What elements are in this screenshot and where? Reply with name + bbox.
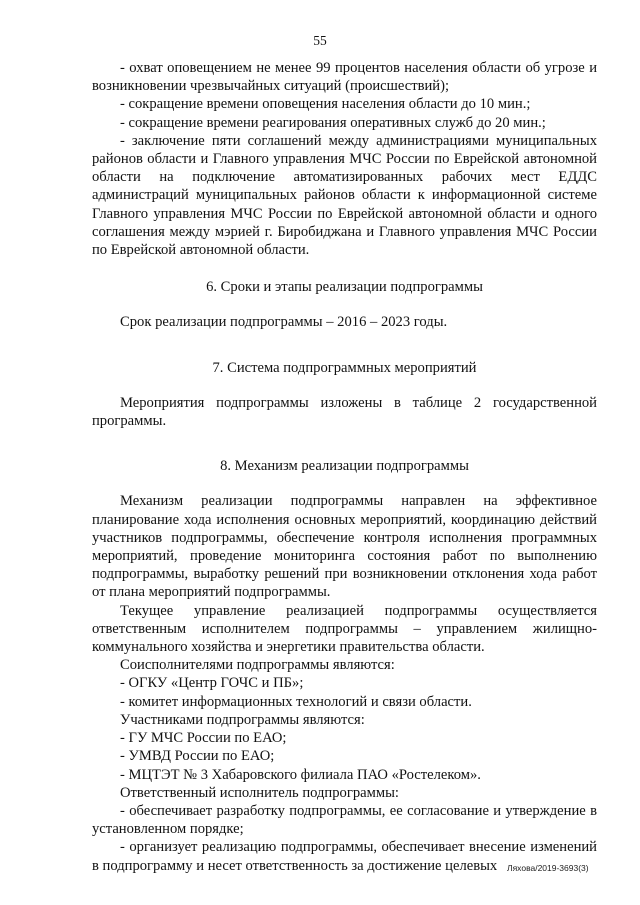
- section-8-heading: 8. Механизм реализации подпрограммы: [220, 458, 469, 475]
- bullet-agreements: - заключение пяти соглашений между администрациями муниципальных районов области и Главного управления МЧС России по Еврейской автономной области на подключение автоматизированных рабочих мест ЕДДС администраций муниципальных районов области к информационной системе Главного управления МЧС России по Еврейской автономной области и одного соглашения между мэрией г. Биробиджана и Главного управления МЧС России по Еврейской автономной области.: [92, 132, 597, 259]
- bullet-notification-time: - сокращение времени оповещения населения области до 10 мин.;: [120, 96, 531, 113]
- page-number: 55: [313, 33, 327, 48]
- document-code: Ляхова/2019-3693(3): [507, 863, 589, 873]
- co-executor-item: - комитет информационных технологий и связи области.: [120, 693, 472, 710]
- co-executors-intro: Соисполнителями подпрограммы являются:: [120, 657, 395, 674]
- participant-item: - УМВД России по ЕАО;: [120, 748, 275, 765]
- page-body: [92, 59, 597, 875]
- section-7-text: Мероприятия подпрограммы изложены в таблице 2 государственной программы.: [92, 394, 597, 430]
- participants-intro: Участниками подпрограммы являются:: [120, 711, 365, 728]
- section-6-text: Срок реализации подпрограммы – 2016 – 2023 годы.: [120, 314, 448, 331]
- mechanism-paragraph: Механизм реализации подпрограммы направлен на эффективное планирование хода исполнения основных мероприятий, координацию действий участников подпрограммы, обеспечение контроля исполнения программных мероприятий, проведение мониторинга состояния работ по выполнению подпрограммы, выработку решений при возникновении отклонения хода работ от плана мероприятий подпрограммы.: [92, 493, 597, 601]
- responsibility-item: - организует реализацию подпрограммы, обеспечивает внесение изменений в подпрограмму и несет ответственность за достижение целевых: [92, 839, 597, 874]
- bullet-notification-coverage: - охват оповещением не менее 99 процентов населения области об угрозе и возникновении чрезвычайных ситуаций (происшествий);: [92, 60, 597, 95]
- section-7-heading: 7. Система подпрограммных мероприятий: [212, 359, 477, 376]
- responsible-executor-intro: Ответственный исполнитель подпрограммы:: [120, 784, 399, 801]
- bullet-response-time: - сокращение времени реагирования оперативных служб до 20 мин.;: [120, 114, 546, 131]
- participant-item: - МЦТЭТ № 3 Хабаровского филиала ПАО «Ростелеком».: [120, 766, 481, 783]
- management-paragraph: Текущее управление реализацией подпрограммы осуществляется ответственным исполнителем подпрограммы – управлением жилищно-коммунального хозяйства и энергетики правительства области.: [92, 602, 597, 656]
- co-executor-item: - ОГКУ «Центр ГОЧС и ПБ»;: [120, 675, 304, 692]
- responsibility-item: - обеспечивает разработку подпрограммы, ее согласование и утверждение в установленном порядке;: [92, 802, 597, 838]
- section-6-heading: 6. Сроки и этапы реализации подпрограммы: [206, 279, 483, 296]
- participant-item: - ГУ МЧС России по ЕАО;: [120, 730, 287, 747]
